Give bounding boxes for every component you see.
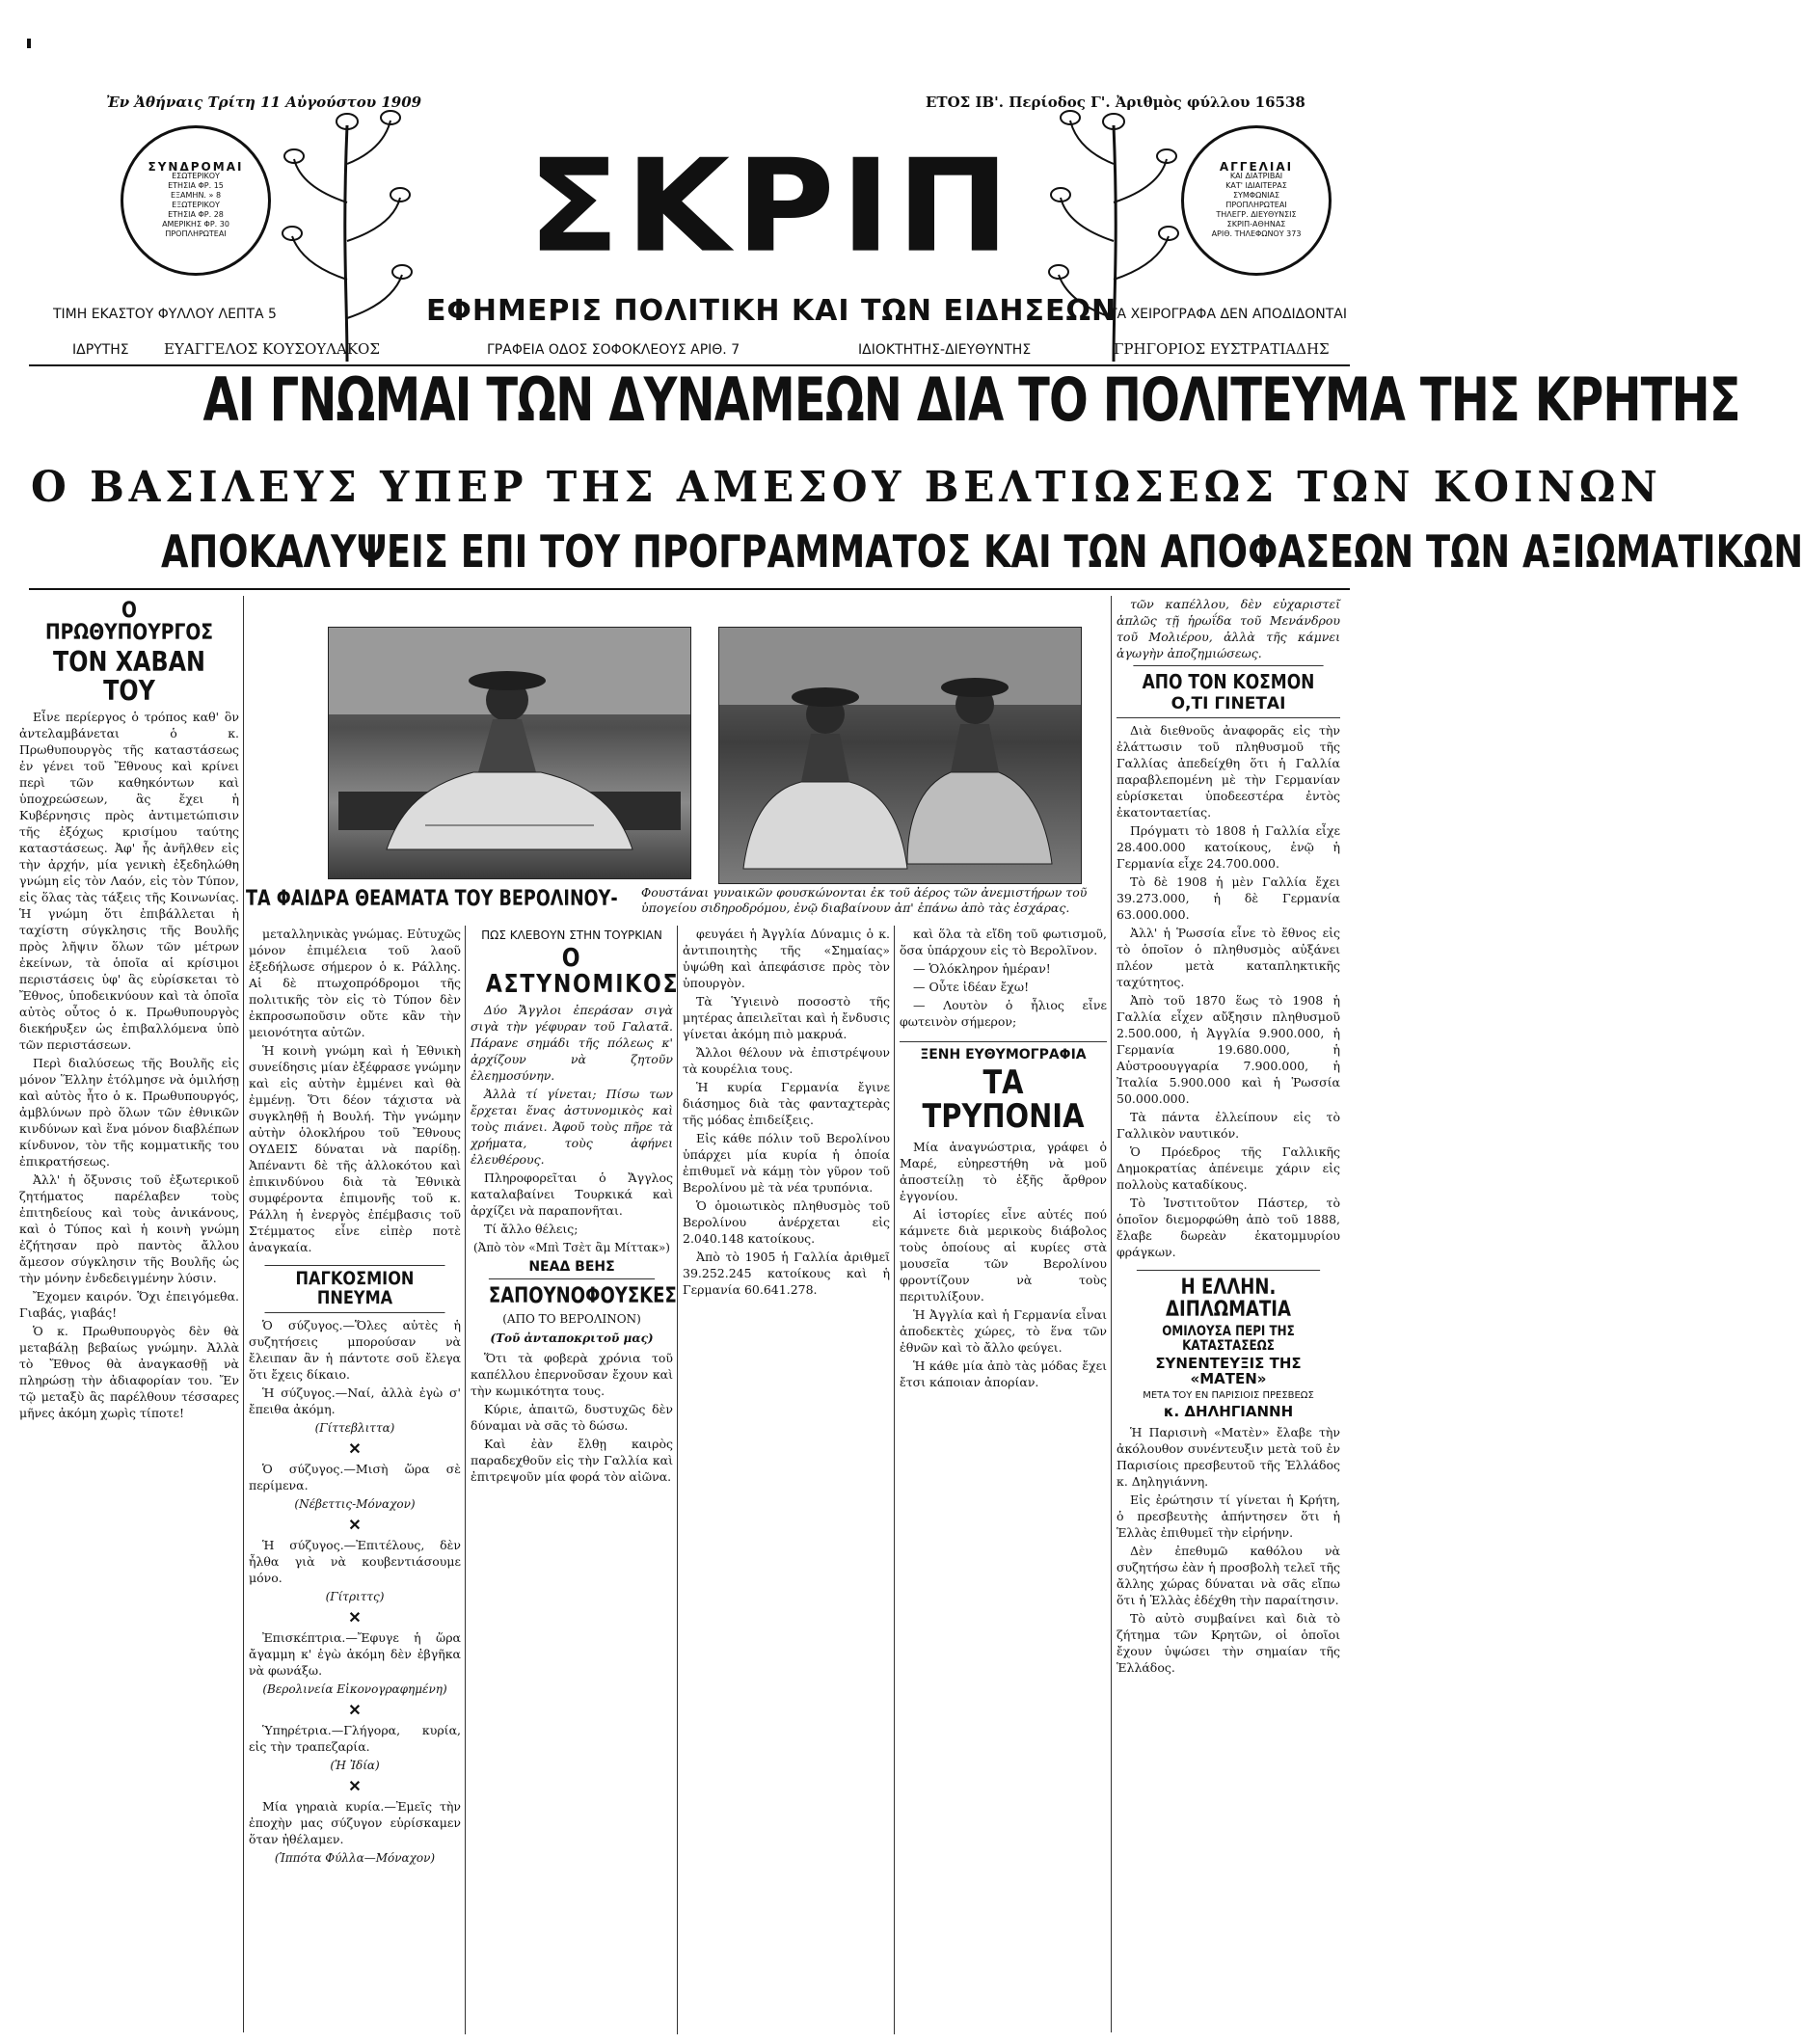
separator-x: ✕ xyxy=(348,1607,362,1627)
seal-line: ΚΑΤ' ΙΔΙΑΙΤΕΡΑΣ xyxy=(1225,181,1287,190)
paragraph: Ἡ κυρία Γερμανία ἔγινε διάσημος διὰ τὰς φανταχτερὰς τῆς μόδας ἐπιδείξεις. xyxy=(683,1080,890,1127)
right-advertising-seal xyxy=(1181,125,1332,276)
article-heading: ΤΑ ΤΡΥΠΟΝΙΑ xyxy=(922,1062,1085,1137)
column-rule xyxy=(894,926,895,2034)
joke: Ὑπηρέτρια.—Γλήγορα, κυρία, εἰς τὴν τραπεζαρία. xyxy=(249,1722,461,1754)
paragraph: Δύο Ἄγγλοι ἐπεράσαν σιγὰ σιγὰ τὴν γέφυραν τοῦ Γαλατᾶ. Πάρανε σημάδι τῆς πόλεως κ' ἀρχίζουν νὰ ζητοῦν ἐλεημοσύνην. xyxy=(471,1003,673,1084)
column-rule xyxy=(465,926,466,2034)
paragraph: μεταλληνικὰς γνώμας. Εὐτυχῶς μόνον ἐπιμέλεια τοῦ λαοῦ ἐξεδήλωσε σήμερον ὁ κ. Ράλλης. Αἱ δὲ πτωχοπρόδρομοι τῆς πολιτικῆς τὸν εἰς τὸ Τύπον δὲν ἐκπροσωποῦσιν οὔτε κἂν τὴν μειονότητα αὐτῶν. xyxy=(249,927,461,1039)
section-subheading: ΣΥΝΕΝΤΕΥΞΙΣ ΤΗΣ «ΜΑΤΕΝ» xyxy=(1155,1355,1302,1388)
paragraph: Ἀλλ' ἡ ὄξυνσις τοῦ ἐξωτερικοῦ ζητήματος παρέλαβεν τοὺς ἐπιτηδείους καὶ τοὺς ἀνικάνους, καὶ ὁ Τύπος καὶ ἡ κοινὴ γνώμη ἐζήτησαν πρὸ παντὸς ἄλλου ἄμεσον σύγκλησιν τῆς Βουλῆς ὡς τὴν μόνην ἐνδεδειγμένην λύσιν. xyxy=(19,1171,239,1285)
column-rule xyxy=(1111,596,1112,2032)
paragraph: Ἡ κοινὴ γνώμη καὶ ἡ Ἐθνικὴ συνείδησις μίαν ἐξέφρασε γνώμην καὶ εἰς αὐτὴν ἐμμένει καὶ θὰ ἐμμένῃ. Ὅτι δέον τάχιστα νὰ συγκληθῇ ἡ Βουλή. Τὴν γνώμην αὐτὴν ὁλοκλήρου τοῦ Ἔθνους ΟΥΔΕΙΣ δύναται νὰ παρίδῃ. Ἀπέναντι δὲ τῆς ἀλλοκότου καὶ ἐπικινδύνου διὰ τὰ Ἐθνικὰ συμφέροντα ἐπιμονῆς τοῦ κ. Ράλλη ἡ ἐνεργὸς ἐπέμβασις τοῦ Στέμματος εἶνε εἰπὲρ ποτὲ ἀναγκαία. xyxy=(249,1043,461,1254)
left-subscription-seal xyxy=(121,125,271,276)
paragraph: Ἀλλὰ τί γίνεται; Πίσω των ἔρχεται ἕνας ἀστυνομικὸς καὶ τοὺς πιάνει. Ἀφοῦ τοὺς πῆρε τὰ χρήματα, τοὺς ἀφήνει ἐλευθέρους. xyxy=(471,1087,673,1168)
photo-caption-text: Φουστάναι γυναικῶν φουσκώνονται ἐκ τοῦ ἀέρος τῶν ἀνεμιστήρων τοῦ ὑπογείου σιδηροδρόμου, ἐνῷ διαβαίνουν ἀπ' ἐπάνω ἀπὸ τὰς ἐσχάρας. xyxy=(641,885,1088,915)
section-kicker-humor: ΞΕΝΗ ΕΥΘΥΜΟΓΡΑΦΙΑ xyxy=(900,1041,1107,1062)
manuscripts-notice: ΤΑ ΧΕΙΡΟΓΡΑΦΑ ΔΕΝ ΑΠΟΔΙΔΟΝΤΑΙ xyxy=(1109,307,1347,322)
joke-source: (Ἱππότα Φύλλα—Μόναχον) xyxy=(274,1850,436,1865)
paragraph: Εἰς ἐρώτησιν τί γίνεται ἡ Κρήτη, ὁ πρεσβευτὴς ἀπήντησεν ὅτι ἡ Ἑλλὰς ἐπιθυμεῖ τὴν εἰρήνην. xyxy=(1117,1493,1340,1541)
seal-line: ΕΣΩΤΕΡΙΚΟΥ xyxy=(172,172,220,180)
seal-line: ΕΤΗΣΙΑ ΦΡ. 28 xyxy=(168,210,224,219)
offices-address: ΓΡΑΦΕΙΑ ΟΔΟΣ ΣΟΦΟΚΛΕΟΥΣ ΑΡΙΘ. 7 xyxy=(487,342,740,358)
section-heading-world: ΑΠΟ ΤΟΝ ΚΟΣΜΟΝ xyxy=(1133,665,1323,692)
byline: (Τοῦ ἀνταποκριτοῦ μας) xyxy=(490,1331,654,1345)
article-prime-minister xyxy=(19,596,239,2032)
joke: Ἡ σύζυγος.—Ναί, ἀλλὰ ἐγὼ σ' ἔπειθα ἀκόμη. xyxy=(249,1385,461,1416)
article-column-2 xyxy=(249,926,461,2034)
paragraph: Αἱ ἱστορίες εἶνε αὐτές πού κάμνετε διὰ μερικοὺς διάβολος τοὺς ὁποίους αἱ κυρίες στὰ μουσεῖα τῶν Βερολίνου φροντίζουν νὰ τοὺς περιτυλίξουν. xyxy=(900,1207,1107,1304)
paragraph: Ὁ ὁμοιωτικὸς πληθυσμὸς τοῦ Βερολίνου ἀνέρχεται εἰς 2.040.148 κατοίκους. xyxy=(683,1198,890,1246)
joke-source: (Νέβεττις-Μόναχον) xyxy=(294,1496,416,1511)
paragraph: Τὸ αὐτὸ συμβαίνει καὶ διὰ τὸ ζήτημα τῶν Κρητῶν, οἱ ὁποῖοι ἔχουν ὑψώσει τὴν σημαίαν τῆς Ἑλλάδος. xyxy=(1117,1611,1340,1676)
paragraph: Περὶ διαλύσεως τῆς Βουλῆς εἰς μόνον Ἕλλην ἐτόλμησε νὰ ὁμιλήσῃ καὶ αὐτὸς ἦτο ὁ κ. Πρωθυπουργός, ἀμβλύνων πρὸ ὅλων τῶν ἐθνικῶν κινδύνων καὶ ἕνα μόνον διαβλέπων κίνδυνον, τὸν τῆς κομματικῆς του ἐπικρατήσεως. xyxy=(19,1055,239,1169)
paragraph: Ἡ Παρισινὴ «Ματὲν» ἔλαβε τὴν ἀκόλουθον συνέντευξιν μετὰ τοῦ ἐν Παρισίοις πρεσβευτοῦ τῆς Ἑλλάδος κ. Δηληγιάννη. xyxy=(1117,1425,1340,1490)
paragraph: τῶν καπέλλου, δὲν εὐχαριστεῖ ἁπλῶς τῇ ἡρωΐδα τοῦ Μενάνδρου τοῦ Μολιέρου, ἀλλὰ τῆς κάμνει ἀγωγὴν ἀποζημιώσεως. xyxy=(1117,597,1340,660)
year-line: ΕΤΟΣ ΙΒ'. Περίοδος Γ'. Ἀριθμὸς φύλλου 16538 xyxy=(926,94,1305,111)
seal-line: ΕΞΑΜΗΝ. » 8 xyxy=(170,191,222,200)
news-item: Τὸ δὲ 1908 ἡ μὲν Γαλλία ἔχει 39.273.000, ἡ δὲ Γερμανία 63.000.000. xyxy=(1117,874,1340,922)
section-subheading: ΜΕΤΑ ΤΟΥ ΕΝ ΠΑΡΙΣΙΟΙΣ ΠΡΕΣΒΕΩΣ xyxy=(1143,1389,1314,1401)
paragraph: — Οὖτε ἰδέαν ἔχω! xyxy=(913,980,1030,994)
joke: Ἐπισκέπτρια.—Ἔφυγε ἡ ὥρα ἄγαμμη κ' ἐγὼ ἀκόμη δὲν ἐβγῆκα νὰ φωνάξω. xyxy=(249,1629,461,1678)
seal-line: ΣΚΡΙΠ-ΑΘΗΝΑΣ xyxy=(1226,220,1286,229)
article-heading: Ο ΠΡΩΘΥΠΟΥΡΓΟΣ xyxy=(44,599,214,646)
seal-line: ΠΡΟΠΛΗΡΩΤΕΑΙ xyxy=(165,229,227,238)
paragraph: — Ὁλόκληρον ἡμέραν! xyxy=(913,961,1051,976)
paragraph: φευγάει ἡ Ἀγγλία Δύναμις ὁ κ. ἀντιποιητὴς τῆς «Σημαίας» ὑψώθη καὶ ἀπεφάσισε πρὸς τὸν ὑπουργὸν. xyxy=(683,927,890,990)
women-figures-icon xyxy=(719,628,1081,883)
founder-label: ΙΔΡΥΤΗΣ xyxy=(72,342,129,358)
paragraph: Ἡ Ἀγγλία καὶ ἡ Γερμανία εἶναι ἀποδεκτὲς χώρες, τὸ ἕνα τῶν ἐθνῶν καὶ τὸ ἄλλο φεύγει. xyxy=(900,1307,1107,1356)
joke: Μία γηραιὰ κυρία.—Ἐμεῖς τὴν ἐποχὴν μας σύζυγον εὑρίσκαμεν ὅταν ἠθέλαμεν. xyxy=(249,1798,461,1846)
paragraph: Εἰς κάθε πόλιν τοῦ Βερολίνου ὑπάρχει μία κυρία ἡ ὁποία ἐπιθυμεῖ νὰ κάμῃ τὸν γῦρον τοῦ Βερολίνου μὲ τὰ νέα τρυπόνια. xyxy=(683,1131,890,1195)
news-item: Διὰ διεθνοῦς ἀναφορᾶς εἰς τὴν ἐλάττωσιν τοῦ πληθυσμοῦ τῆς Γαλλίας ἀπεδείχθη ὅτι ἡ Γαλλία παραβλεπομένη μὲ τὴν Γερμανίαν εὑρίσκεται ὑποδεεστέρα ἐντὸς ἐκατονταετίας. xyxy=(1117,722,1340,820)
paragraph: Ἔχομεν καιρόν. Ὅχι ἐπειγόμεθα. Γιαβάς, γιαβάς! xyxy=(19,1288,239,1320)
newspaper-subtitle: ΕΦΗΜΕΡΙΣ ΠΟΛΙΤΙΚΗ ΚΑΙ ΤΩΝ ΕΙΔΗΣΕΩΝ xyxy=(425,294,1117,328)
third-headline: ΑΠΟΚΑΛΥΨΕΙΣ ΕΠΙ ΤΟΥ ΠΡΟΓΡΑΜΜΑΤΟΣ ΚΑΙ ΤΩΝ ΑΠΟΦΑΣΕΩΝ ΤΩΝ ΑΞΙΩΜΑΤΙΚΩΝ xyxy=(161,525,1803,578)
seal-line: ΑΜΕΡΙΚΗΣ ΦΡ. 30 xyxy=(162,220,229,229)
article-tryponia xyxy=(900,926,1107,2034)
photo-berlin-right xyxy=(718,627,1082,884)
seal-ring-text: ΑΓΓΕΛΙΑΙ xyxy=(1219,160,1294,174)
joke: Ὁ σύζυγος.—Μισὴ ὥρα σὲ περίμενα. xyxy=(249,1461,461,1493)
paragraph: καὶ ὅλα τὰ εἴδη τοῦ φωτισμοῦ, ὅσα ὑπάρχουν εἰς τὸ Βερολῖνον. xyxy=(900,927,1107,957)
owner-name: ΓΡΗΓΟΡΙΟΣ ΕΥΣΤΡΑΤΙΑΔΗΣ xyxy=(1114,340,1330,358)
article-world-news xyxy=(1117,596,1340,2032)
section-subheading: ΟΜΙΛΟΥΣΑ ΠΕΡΙ ΤΗΣ ΚΑΤΑΣΤΑΣΕΩΣ xyxy=(1162,1324,1295,1354)
section-subheading-what-happens: Ο,ΤΙ ΓΙΝΕΤΑΙ xyxy=(1117,696,1340,718)
paragraph: — Λουτὸν ὁ ἦλιος εἶνε φωτεινὸν σήμερον; xyxy=(900,998,1107,1029)
article-column-4 xyxy=(683,926,890,2034)
paragraph: Ἀπὸ τὸ 1905 ἡ Γαλλία ἀριθμεῖ 39.252.245 κατοίκους καὶ ἡ Γερμανία 60.641.278. xyxy=(683,1250,890,1297)
joke: Ἡ σύζυγος.—Ἐπιτέλους, δὲν ἦλθα γιὰ νὰ κουβεντιάσουμε μόνο. xyxy=(249,1537,461,1585)
seal-line: ΑΡΙΘ. ΤΗΛΕΦΩΝΟΥ 373 xyxy=(1211,229,1302,238)
separator-x: ✕ xyxy=(348,1700,362,1719)
signature-name: ΝΕΑΔ ΒΕΗΣ xyxy=(528,1259,615,1276)
section-heading-world-spirit: ΠΑΓΚΟΣΜΙΟΝ ΠΝΕΥΜΑ xyxy=(265,1265,445,1313)
article-kicker: ΠΩΣ ΚΛΕΒΟΥΝ ΣΤΗΝ ΤΟΥΡΚΙΑΝ xyxy=(481,928,662,942)
page-corner-mark xyxy=(27,39,31,48)
separator-x: ✕ xyxy=(348,1515,362,1534)
paragraph: Εἶνε περίεργος ὁ τρόπος καθ' ὃν ἀντελαμβάνεται ὁ κ. Πρωθυπουργὸς τῆς καταστάσεως ἐν γένει τοῦ Ἔθνους καὶ κρίνει περὶ τῶν καθηκόντων καὶ ὑποχρεώσεων, ἃς ἔχει ἡ Κυβέρνησις πρὸς ἀντιμετώπισιν τῆς ἐξόχως κρισίμου ταύτης καταστάσεως. Ἀφ' ἧς ἀνῆλθεν εἰς τὴν ἀρχήν, μία γενικὴ ἐξεδηλώθη γνώμη εἰς τὸν Λαόν, εἰς τὸν Τύπον, εἰς ὅλας τὰς τάξεις τῆς Κοινωνίας. Ἡ γνώμη ὅτι ἐπιβάλλεται ἡ ταχίστη σύγκλησις τῆς Βουλῆς πρὸς λῆψιν ὅλων τῶν μέτρων ἐκείνων, τὰ ὁποῖα αἱ κρίσιμοι περιστάσεις ὑφ' ἃς εὑρίσκεται τὸ Ἔθνος, ὑποδεικνύουν καὶ τὰ ὁποῖα αὐτὸς οὗτος ὁ κ. Πρωθυπουργὸς διεκήρυξεν ὡς ἐπιβαλλόμενα ὑπὸ τῶν περιστάσεων. xyxy=(19,709,239,1052)
paragraph: Πληροφορεῖται ὁ Ἄγγλος καταλαβαίνει Τουρκικά καὶ ἀρχίζει νὰ παραπονῆται. xyxy=(471,1170,673,1219)
separator-x: ✕ xyxy=(348,1439,362,1458)
seal-line: ΚΑΙ ΔΙΑΤΡΙΒΑΙ xyxy=(1229,172,1283,180)
main-headline: ΑΙ ΓΝΩΜΑΙ ΤΩΝ ΔΥΝΑΜΕΩΝ ΔΙΑ ΤΟ ΠΟΛΙΤΕΥΜΑ ΤΗΣ ΚΡΗΤΗΣ xyxy=(202,364,1740,435)
newspaper-logo: ΣΚΡΙΠ xyxy=(527,132,1015,282)
seal-line: ΣΥΜΦΩΝΙΑΣ xyxy=(1232,191,1280,200)
signature: (Ἀπὸ τὸν «Μπὶ Τσὲτ ἂμ Μίττακ») xyxy=(473,1241,670,1255)
news-item: Ὁ Πρόεδρος τῆς Γαλλικῆς Δημοκρατίας ἀπένειμε χάριν εἰς πολλοὺς καταδίκους. xyxy=(1117,1143,1340,1192)
seal-ring-text: ΣΥΝΔΡΟΜΑΙ xyxy=(148,160,244,174)
paragraph: Ὅτι τὰ φοβερὰ χρόνια τοῦ καπέλλου ἐπερνοῦσαν ἔχουν καὶ τὴν κωμικότητα τους. xyxy=(471,1350,673,1398)
photo-berlin-left xyxy=(328,627,691,879)
photo-caption-title: ΤΑ ΦΑΙΔΡΑ ΘΕΑΜΑΤΑ ΤΟΥ ΒΕΡΟΛΙΝΟΥ- xyxy=(246,887,618,911)
paragraph: Μία ἀναγνώστρια, γράφει ὁ Μαρέ, εὐηρεστήθη νὰ μοῦ ἀποστείλῃ τὸ ἑξῆς ἄρθρον ἐγγονίου. xyxy=(900,1140,1107,1204)
joke-source: (Ἡ Ἰδία) xyxy=(330,1758,380,1772)
joke-source: (Γίτριττς) xyxy=(325,1589,385,1603)
article-policeman xyxy=(471,926,680,2034)
section-heading-soap-bubbles: ΣΑΠΟΥΝΟΦΟΥΣΚΕΣ xyxy=(489,1278,655,1307)
paragraph: Ἄλλοι θέλουν νὰ ἐπιστρέψουν τὰ κουρέλια τους. xyxy=(683,1045,890,1076)
joke-source: (Βερολινεία Εἰκονογραφημένη) xyxy=(262,1681,447,1696)
seal-line: ΕΞΩΤΕΡΙΚΟΥ xyxy=(172,201,220,209)
date-line: Ἐν Ἀθήναις Τρίτη 11 Αὐγούστου 1909 xyxy=(106,94,422,111)
news-item: Τὸ Ἰνστιτοῦτον Πάστερ, τὸ ὁποῖον διεμορφώθη ἀπὸ τοῦ 1888, ἔλαβε δωρεὰν ἑκατομμυρίου φράγκων. xyxy=(1117,1195,1340,1259)
news-item: Ἀπὸ τοῦ 1870 ἕως τὸ 1908 ἡ Γαλλία εἶχεν αὔξησιν πληθυσμοῦ 2.500.000, ἡ Ἀγγλία 9.900.000, ἡ Γερμανία 19.680.000, ἡ Αὐστροουγγαρία 7.900.000, ἡ Ἰταλία 5.900.000 καὶ ἡ Ῥωσσία 50.000.000. xyxy=(1117,992,1340,1106)
paragraph: Καὶ ἐὰν ἔλθῃ καιρὸς παραδεχθοῦν εἰς τὴν Γαλλία καὶ ἐπιτρεψοῦν μία φορά τὸν αἰῶνα. xyxy=(471,1436,673,1484)
seal-line: ΕΤΗΣΙΑ ΦΡ. 15 xyxy=(168,181,224,190)
joke: Ὁ σύζυγος.—Ὅλες αὐτὲς ἡ συζητήσεις μπορούσαν νὰ ἔλειπαν ἂν ἡ πάντοτε σοῦ ἔλεγα ὅτι ἔχεις δίκαιο. xyxy=(249,1317,461,1382)
paragraph: Τὰ Ὑγιεινὸ ποσοστὸ τῆς μητέρας ἀπειλεῖται καὶ ἡ ἔνδυσις γίνεται ἀκόμη πιὸ μακρυά. xyxy=(683,994,890,1041)
column-rule xyxy=(243,596,244,2032)
paragraph: Τί ἄλλο θέλεις; xyxy=(484,1222,579,1237)
seal-line: ΤΗΛΕΓΡ. ΔΙΕΥΘΥΝΣΙΣ xyxy=(1216,210,1297,219)
article-heading: Ο ΑΣΤΥΝΟΜΙΚΟΣ xyxy=(485,943,680,999)
section-heading-diplomacy: Η ΕΛΛΗΝ. ΔΙΠΛΩΜΑΤΙΑ xyxy=(1137,1270,1320,1321)
paragraph: Κύριε, ἀπαιτῶ, δυστυχῶς δὲν δύναμαι νὰ σᾶς τὸ δώσω. xyxy=(471,1401,673,1433)
column-rule xyxy=(677,926,678,2034)
seal-line: ΠΡΟΠΛΗΡΩΤΕΑΙ xyxy=(1225,201,1287,209)
second-headline: Ο ΒΑΣΙΛΕΥΣ ΥΠΕΡ ΤΗΣ ΑΜΕΣΟΥ ΒΕΛΤΙΩΣΕΩΣ ΤΩΝ ΚΟΙΝΩΝ xyxy=(31,463,1662,512)
owner-label: ΙΔΙΟΚΤΗΤΗΣ-ΔΙΕΥΘΥΝΤΗΣ xyxy=(858,342,1032,358)
news-item: Τὰ πάντα ἐλλείπουν εἰς τὸ Γαλλικὸν ναυτικόν. xyxy=(1117,1109,1340,1141)
founder-name: ΕΥΑΓΓΕΛΟΣ ΚΟΥΣΟΥΛΑΚΟΣ xyxy=(164,340,380,358)
paragraph: Ἡ κάθε μία ἀπὸ τὰς μόδας ἔχει ἔτσι κάποιαν ἀπορίαν. xyxy=(900,1358,1107,1390)
section-subheading: (ΑΠΟ ΤΟ ΒΕΡΟΛΙΝΟΝ) xyxy=(502,1311,641,1326)
headline-rule xyxy=(29,588,1350,590)
news-item: Πρόγματι τὸ 1808 ἡ Γαλλία εἶχε 28.400.000 κατοίκους, ἐνῷ ἡ Γερμανία εἶχε 24.700.000. xyxy=(1117,822,1340,871)
separator-x: ✕ xyxy=(348,1776,362,1795)
news-item: Ἀλλ' ἡ Ῥωσσία εἶνε τὸ ἔθνος εἰς τὸ ὁποῖον ὁ πληθυσμὸς αὐξάνει πλέον μετὰ καταπληκτικῆς ταχύτητος. xyxy=(1117,925,1340,989)
woman-figure-icon xyxy=(329,628,690,878)
price-label: ΤΙΜΗ ΕΚΑΣΤΟΥ ΦΥΛΛΟΥ ΛΕΠΤΑ 5 xyxy=(53,307,277,322)
joke-source: (Γίττεβλιττα) xyxy=(314,1420,395,1435)
section-subheading: κ. ΔΗΛΗΓΙΑΝΝΗ xyxy=(1163,1403,1294,1421)
article-heading: ΤΟΝ ΧΑΒΑΝ ΤΟΥ xyxy=(53,646,205,707)
paragraph: Δὲν ἐπεθυμῶ καθόλου νὰ συζητήσω ἐὰν ἡ προσβολὴ τελεῖ τῆς ἄλλης χώρας δύναται νὰ σᾶς εἴπω ὅτι ἡ Ἑλλὰς ἐδέχθη τὴν παραίτησιν. xyxy=(1117,1544,1340,1608)
paragraph: Ὁ κ. Πρωθυπουργὸς δὲν θὰ μεταβάλῃ βεβαίως γνώμην. Ἀλλὰ τὸ Ἔθνος θὰ ἀναγκασθῇ νὰ πληρώσῃ τὴν ἀδιαφορίαν του. Ἔν τῷ μεταξὺ ἂς παρέλθουν τέσσαρες μῆνες ἀκόμη χωρὶς τίποτε! xyxy=(19,1323,239,1420)
